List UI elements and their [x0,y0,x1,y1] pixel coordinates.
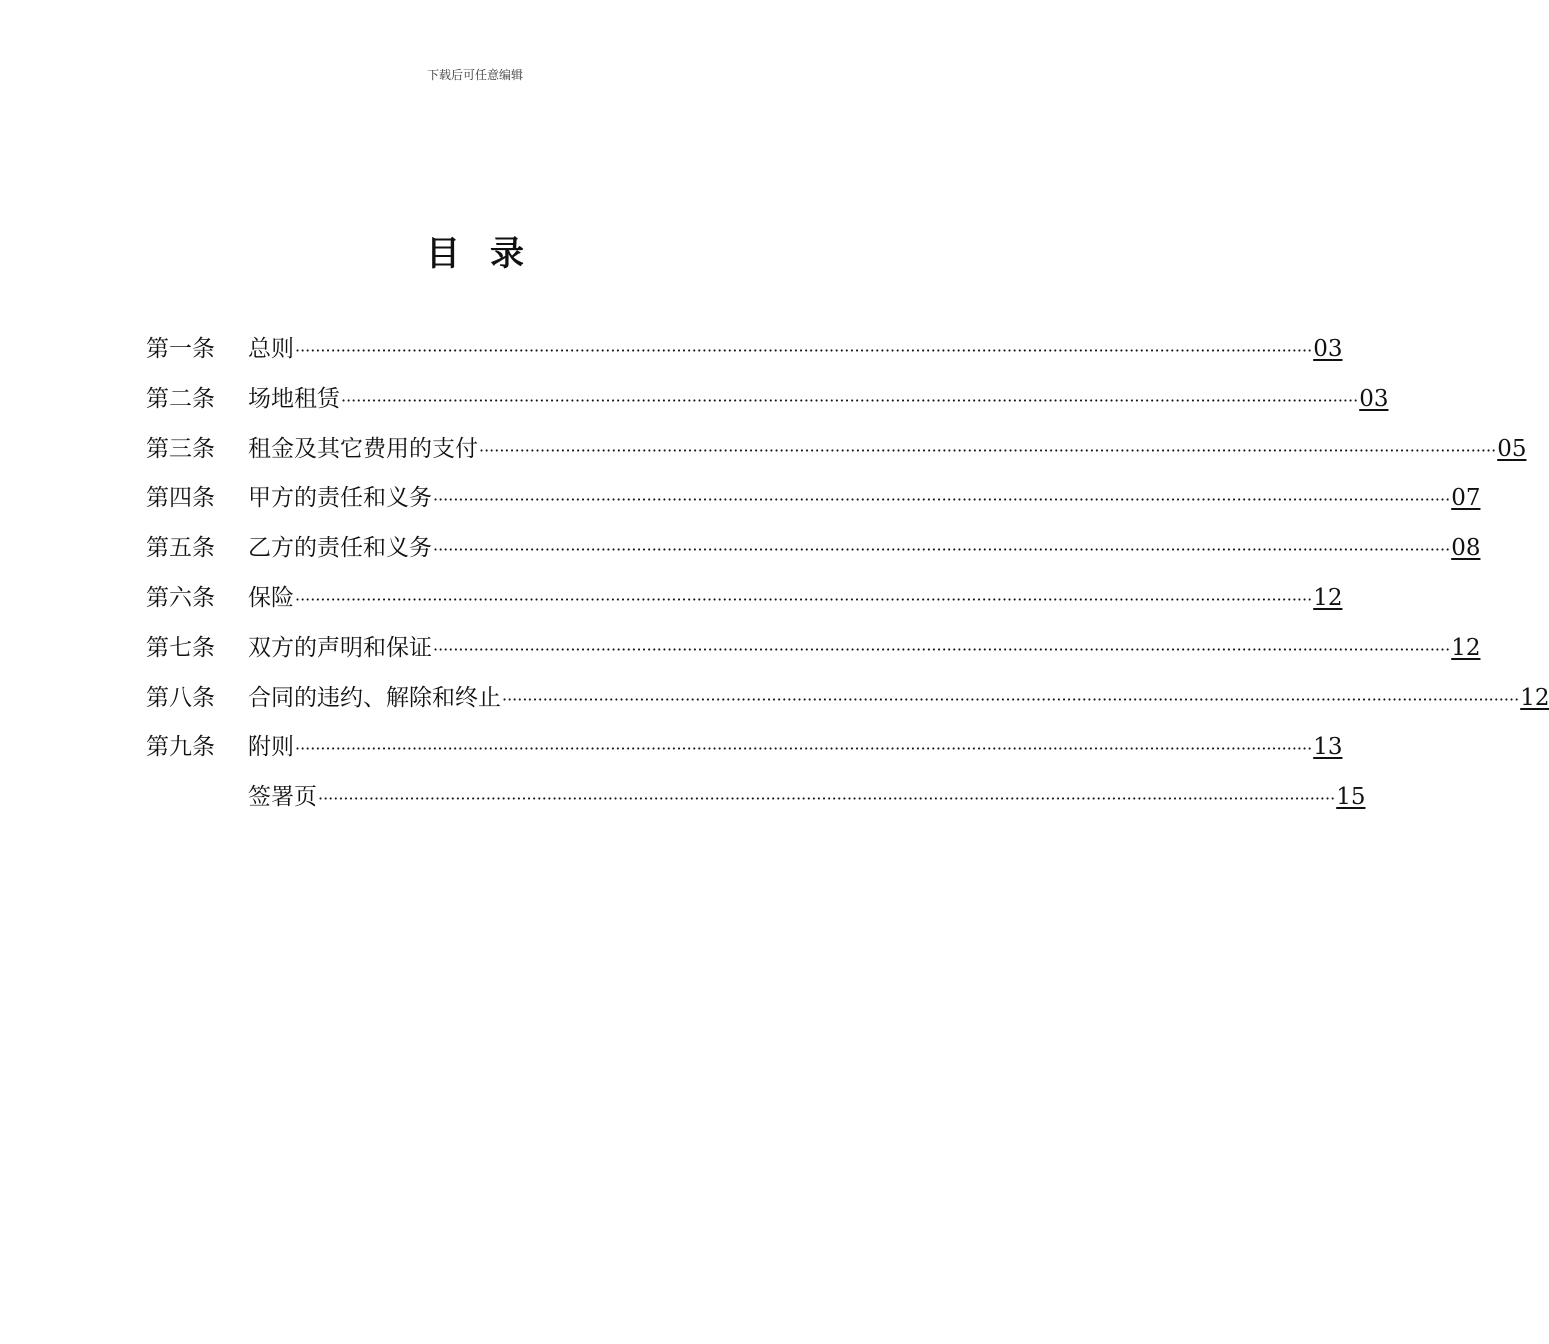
toc-article-number: 第四条 [146,485,215,512]
toc-entry[interactable] [146,330,1343,380]
toc-entry-title: 场地租赁 [248,385,340,412]
toc-entry[interactable] [146,728,1343,778]
toc-article-number: 第三条 [146,435,215,462]
toc-page-number[interactable]: 05 [1497,435,1527,462]
toc-entry-title: 甲方的责任和义务 [248,485,432,512]
toc-entry-title: 总则 [248,336,294,362]
toc-dot-leader: ········································································································································································································ [318,789,1336,809]
toc-page-number[interactable]: 13 [1313,734,1343,761]
header-note: 下载后可任意编辑 [426,68,523,82]
toc-article-number: 第六条 [146,584,215,611]
toc-entry[interactable] [146,778,1366,828]
toc-article-number: 第九条 [146,734,215,761]
toc-dot-leader: ········································································································································································································ [295,341,1313,360]
toc-dot-leader: ········································································································································································································ [502,689,1520,709]
toc-entry[interactable] [146,579,1343,629]
toc-dot-leader: ········································································································································································································ [433,490,1451,510]
toc-article-number: 第七条 [146,634,215,661]
toc-page-number[interactable]: 12 [1451,634,1481,661]
toc-page-number[interactable]: 07 [1451,485,1481,512]
toc-entry-title: 合同的违约、解除和终止 [248,684,501,711]
toc-article-number: 第八条 [146,684,215,711]
toc-dot-leader: ········································································································································································································ [295,739,1313,759]
toc-entry[interactable] [146,430,1527,480]
toc-entry[interactable] [146,529,1481,579]
toc-entry[interactable] [146,479,1481,529]
toc-dot-leader: ········································································································································································································ [433,639,1451,659]
toc-page-number[interactable]: 08 [1451,535,1481,562]
toc-article-number: 第二条 [146,385,215,412]
toc-entry[interactable] [146,679,1549,729]
toc-entry-title: 双方的声明和保证 [248,634,432,661]
toc-page-number[interactable]: 03 [1313,336,1343,362]
toc-page-number[interactable]: 15 [1336,784,1366,811]
toc-page-number[interactable]: 12 [1520,684,1549,711]
toc-entry-title: 签署页 [248,784,317,811]
page-title: 目录 [426,234,554,274]
toc-entry-title: 保险 [248,584,294,611]
toc-dot-leader: ········································································································································································································ [295,589,1313,609]
toc-entry[interactable] [146,629,1481,679]
toc-entry-title: 乙方的责任和义务 [248,535,432,562]
toc-dot-leader: ········································································································································································································ [433,540,1451,560]
toc-entry[interactable] [146,380,1389,430]
toc-dot-leader: ········································································································································································································ [479,440,1497,460]
toc-entry-title: 租金及其它费用的支付 [248,435,478,462]
toc-page-number[interactable]: 12 [1313,584,1343,611]
toc-page-number[interactable]: 03 [1359,385,1389,412]
table-of-contents [146,330,1549,828]
toc-dot-leader: ········································································································································································································ [341,390,1359,410]
toc-article-number: 第五条 [146,535,215,562]
toc-entry-title: 附则 [248,734,294,761]
toc-article-number: 第一条 [146,336,215,362]
